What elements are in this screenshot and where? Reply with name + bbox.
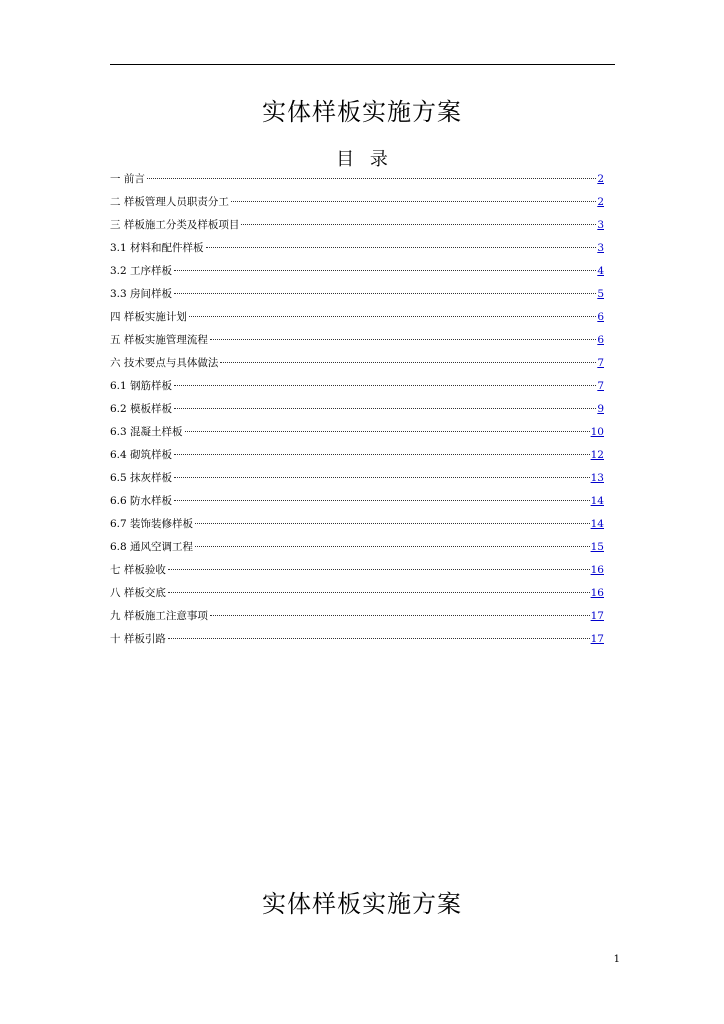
toc-entry[interactable] [110,470,604,493]
toc-entry-title: 6.7 装饰装修样板 [110,518,194,530]
dot-leader [195,546,590,547]
dot-leader [174,293,596,294]
toc-entry[interactable] [110,539,604,562]
toc-entry-title: 6.1 钢筋样板 [110,380,173,392]
toc-entry-title: 6.5 抹灰样板 [110,472,173,484]
dot-leader [168,592,590,593]
toc-page-link[interactable]: 2 [597,173,604,185]
toc-entry[interactable] [110,263,604,286]
section-title: 实体样板实施方案 [262,890,462,918]
toc-entry[interactable] [110,631,604,654]
toc-entry[interactable] [110,447,604,470]
toc-page-link[interactable]: 12 [590,449,604,461]
dot-leader [168,638,590,639]
toc-entry[interactable] [110,171,604,194]
dot-leader [185,431,590,432]
toc-page-link[interactable]: 4 [597,265,604,277]
document-title: 实体样板实施方案 [262,98,462,126]
toc-entry-title: 6.4 砌筑样板 [110,449,173,461]
toc-page-link[interactable]: 16 [590,587,604,599]
toc-entry[interactable] [110,286,604,309]
dot-leader [241,224,596,225]
toc-entry-title: 6.8 通风空调工程 [110,541,194,553]
toc-entry[interactable] [110,585,604,608]
dot-leader [147,178,596,179]
toc-entry[interactable] [110,493,604,516]
dot-leader [195,523,590,524]
dot-leader [174,385,596,386]
toc-page-link[interactable]: 6 [597,334,604,346]
header-rule [110,64,615,65]
toc-entry-title: 八 样板交底 [110,587,166,599]
toc-entry-title: 3.3 房间样板 [110,288,173,300]
toc-entry[interactable] [110,240,604,263]
toc-page-link[interactable]: 14 [590,495,604,507]
toc-entry-title: 七 样板验收 [110,564,166,576]
toc-entry-title: 四 样板实施计划 [110,311,187,323]
dot-leader [174,270,596,271]
dot-leader [231,201,596,202]
toc-page-link[interactable]: 10 [590,426,604,438]
toc-page-link[interactable]: 3 [597,219,604,231]
dot-leader [174,500,590,501]
toc-entry-title: 一 前言 [110,173,145,185]
toc-page-link[interactable]: 7 [597,357,604,369]
dot-leader [210,339,596,340]
toc-page-link[interactable]: 7 [597,380,604,392]
toc-page-link[interactable]: 17 [590,610,604,622]
table-of-contents [110,171,604,654]
toc-page-link[interactable]: 17 [590,633,604,645]
toc-entry[interactable] [110,562,604,585]
toc-entry-title: 六 技术要点与具体做法 [110,357,219,369]
toc-page-link[interactable]: 5 [597,288,604,300]
toc-page-link[interactable]: 16 [590,564,604,576]
dot-leader [174,477,590,478]
toc-entry[interactable] [110,608,604,631]
toc-entry[interactable] [110,516,604,539]
toc-entry[interactable] [110,424,604,447]
toc-entry-title: 三 样板施工分类及样板项目 [110,219,240,231]
toc-entry-title: 3.2 工序样板 [110,265,173,277]
toc-entry[interactable] [110,309,604,332]
dot-leader [220,362,596,363]
dot-leader [168,569,590,570]
toc-entry-title: 6.3 混凝土样板 [110,426,183,438]
toc-page-link[interactable]: 9 [597,403,604,415]
dot-leader [174,408,596,409]
dot-leader [174,454,590,455]
toc-entry-title: 6.2 模板样板 [110,403,173,415]
toc-page-link[interactable]: 3 [597,242,604,254]
toc-entry-title: 十 样板引路 [110,633,166,645]
toc-entry-title: 3.1 材料和配件样板 [110,242,204,254]
dot-leader [206,247,597,248]
toc-entry-title: 九 样板施工注意事项 [110,610,208,622]
toc-entry-title: 五 样板实施管理流程 [110,334,208,346]
dot-leader [210,615,590,616]
toc-entry[interactable] [110,378,604,401]
toc-page-link[interactable]: 2 [597,196,604,208]
toc-page-link[interactable]: 15 [590,541,604,553]
dot-leader [189,316,596,317]
toc-page-link[interactable]: 14 [590,518,604,530]
toc-page-link[interactable]: 13 [590,472,604,484]
toc-entry[interactable] [110,401,604,424]
toc-entry-title: 二 样板管理人员职责分工 [110,196,229,208]
toc-entry[interactable] [110,355,604,378]
page-number: 1 [613,954,620,965]
toc-entry[interactable] [110,194,604,217]
toc-page-link[interactable]: 6 [597,311,604,323]
toc-entry[interactable] [110,332,604,355]
toc-entry-title: 6.6 防水样板 [110,495,173,507]
toc-entry[interactable] [110,217,604,240]
toc-heading: 目 录 [336,149,388,170]
